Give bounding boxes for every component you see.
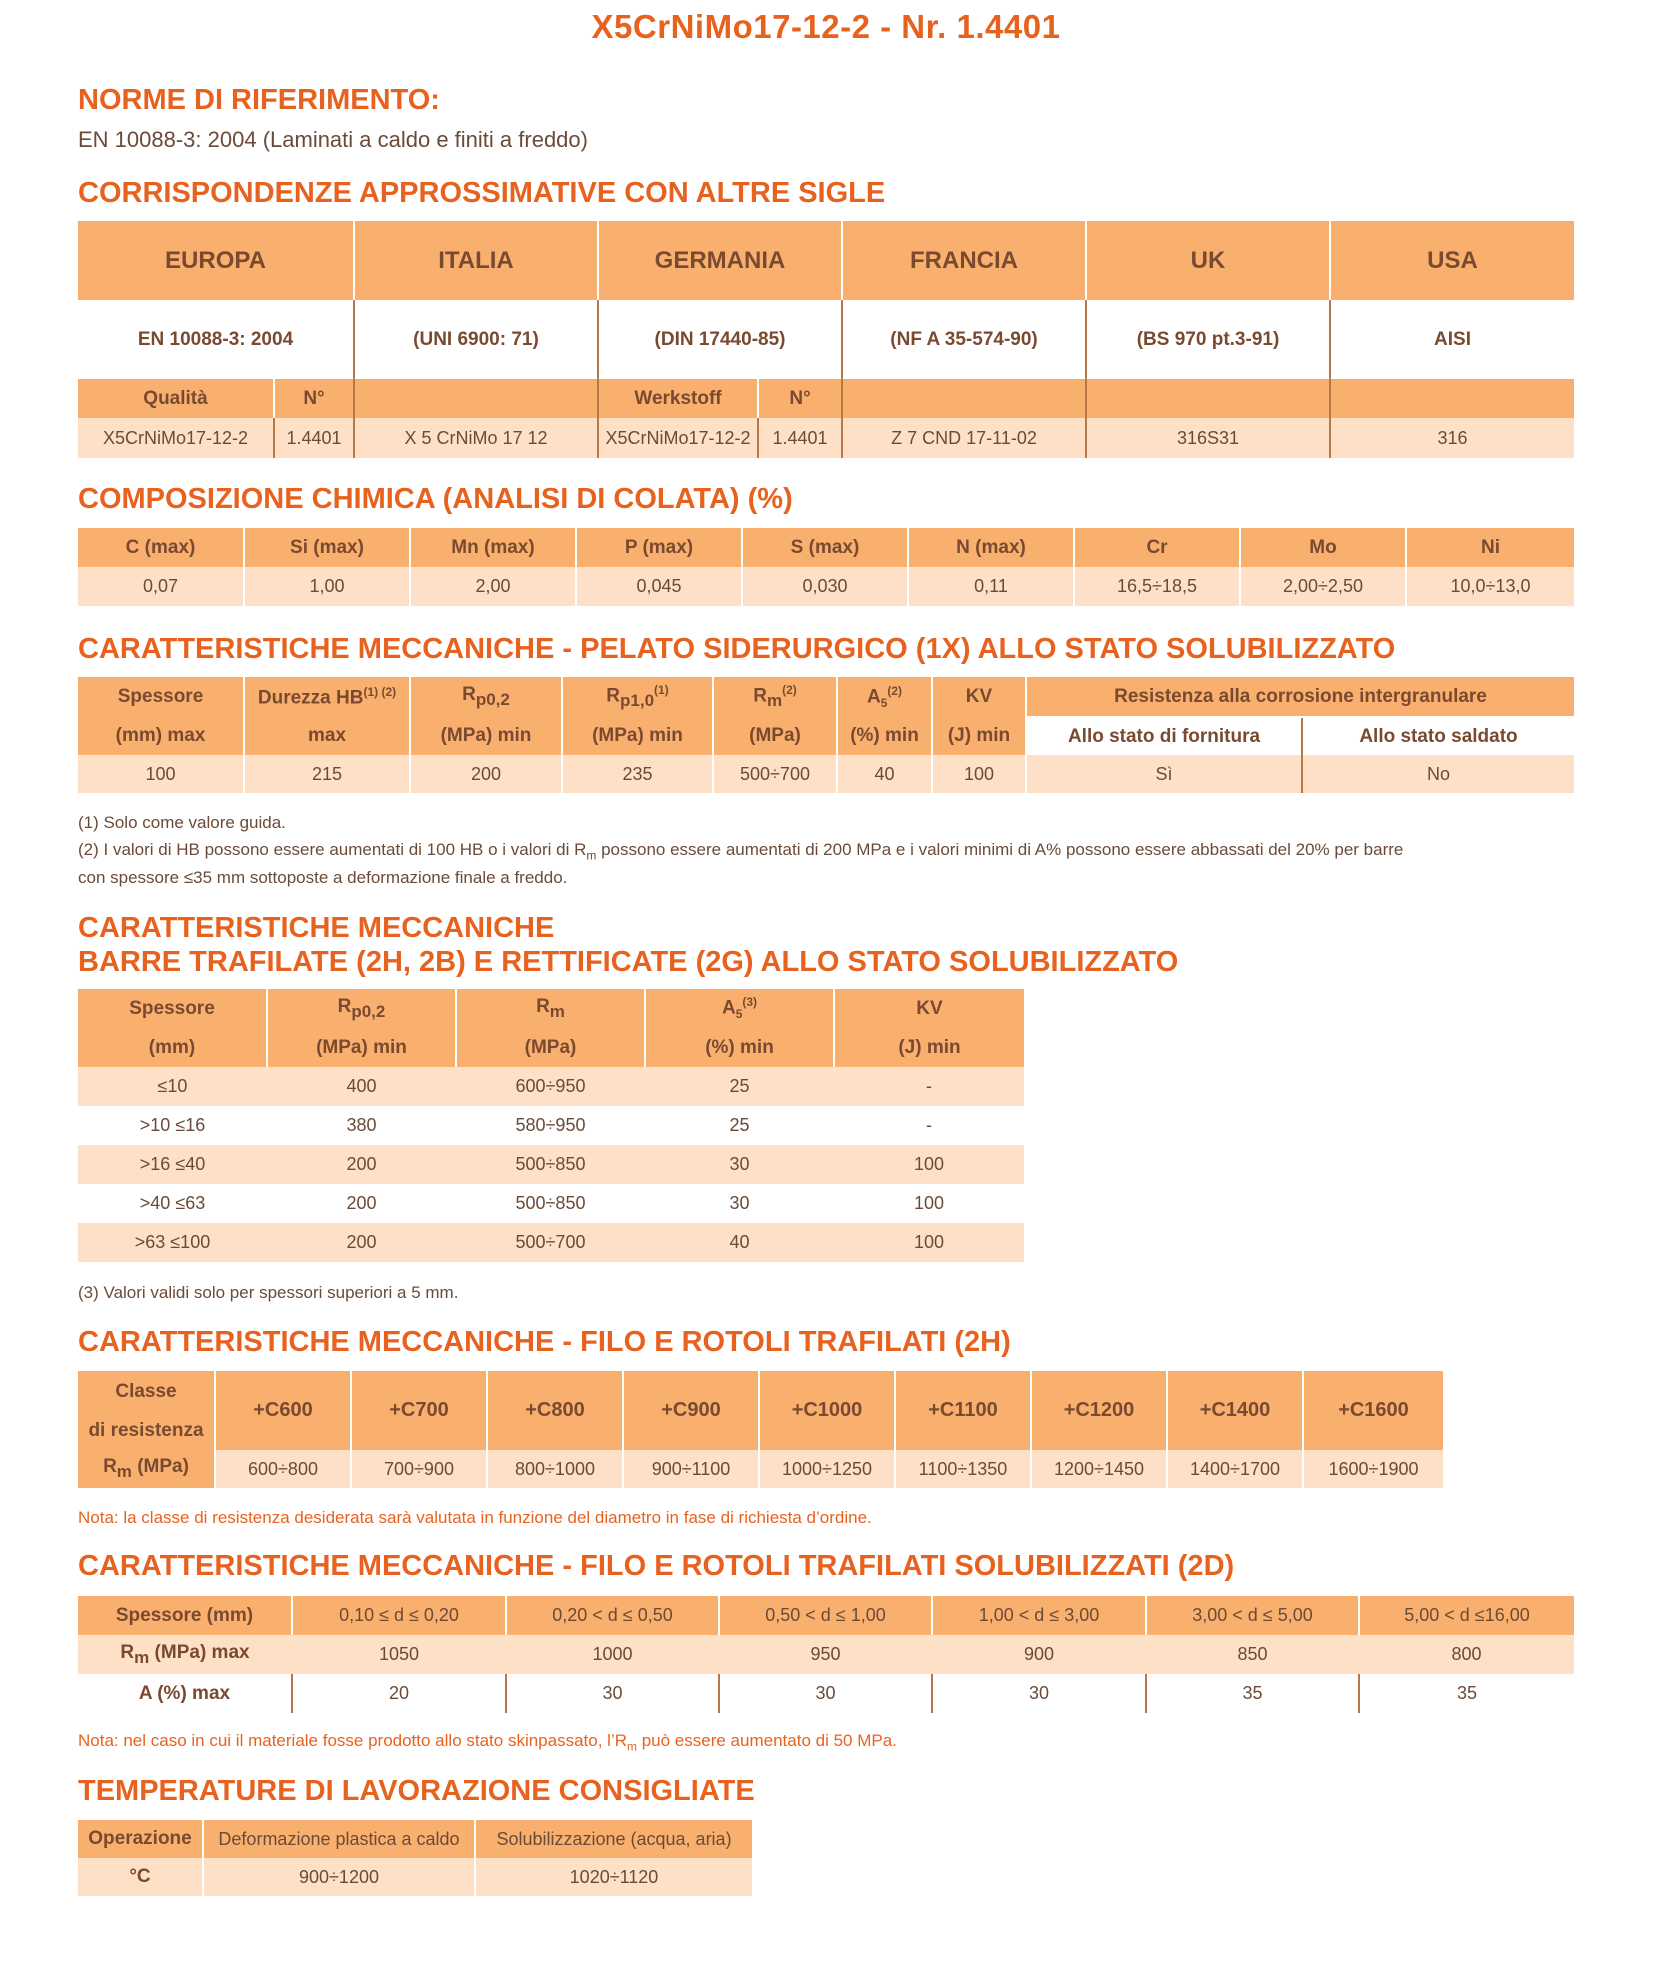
mecc1-spessore-header: Spessore <box>78 677 244 717</box>
mecc3-rm-label <box>78 1450 215 1488</box>
mecc2-r3-kv: 100 <box>834 1145 1024 1184</box>
mecc3-class-c1200: +C1200 <box>1031 1371 1167 1450</box>
mecc2-heading-2: BARRE TRAFILATE (2H, 2B) E RETTIFICATE (2G) ALLO STATO SOLUBILIZZATO <box>78 946 1179 978</box>
mecc1-a5-unit: (%) min <box>837 717 932 755</box>
value-uk: 316S31 <box>1086 418 1330 458</box>
comp-header-mo: Mo <box>1240 528 1406 567</box>
mecc2-table <box>78 989 1024 1262</box>
rm-symbol: R <box>753 685 767 707</box>
a5-symbol: A <box>866 686 881 708</box>
a5-subscript: 5 <box>880 696 888 711</box>
mecc1-table <box>78 677 1574 793</box>
mecc1-note-2-sub: m <box>586 848 597 863</box>
mecc2-r4-a5: 30 <box>729 1193 750 1213</box>
mecc3-value-row <box>78 1450 1443 1488</box>
mecc4-spessore-5: 3,00 < d ≤ 5,00 <box>1146 1596 1359 1635</box>
mecc2-r2-rp02: 380 <box>346 1115 377 1135</box>
mecc1-note-2c: con spessore ≤35 mm sottoposte a deformazione finale a freddo. <box>78 868 568 887</box>
mecc2-header-row-2 <box>78 1028 1024 1067</box>
table-row <box>78 1106 1024 1145</box>
mecc2-rp02-symbol: R <box>337 995 352 1017</box>
mecc3-value-c700: 700÷900 <box>351 1450 487 1488</box>
value-n-europa: 1.4401 <box>274 418 354 458</box>
comp-value-p: 0,045 <box>576 567 742 606</box>
rm-footnote-ref: (2) <box>782 682 797 697</box>
mecc2-r4-kv: 100 <box>913 1193 945 1213</box>
mecc1-value-rp10: 235 <box>562 755 713 793</box>
mecc2-r1-rp02: 400 <box>267 1067 456 1106</box>
label-werkstoff: Werkstoff <box>598 379 758 418</box>
value-usa: 316 <box>1330 418 1574 458</box>
mecc4-spessore-4: 1,00 < d ≤ 3,00 <box>932 1596 1146 1635</box>
rp10-symbol: R <box>606 685 621 707</box>
country-germania: GERMANIA <box>598 221 842 300</box>
mecc4-a-4: 30 <box>932 1674 1146 1713</box>
table-row <box>78 1145 1024 1184</box>
mecc1-heading: CARATTERISTICHE MECCANICHE - PELATO SIDERURGICO (1X) ALLO STATO SOLUBILIZZATO <box>78 633 1396 665</box>
comp-header-c: C (max) <box>78 528 244 567</box>
mecc1-value-spessore: 100 <box>78 755 244 793</box>
temperature-header-row <box>78 1820 752 1858</box>
comp-value-s: 0,030 <box>742 567 908 606</box>
value-n-germania: 1.4401 <box>758 418 842 458</box>
mecc1-header-row-1 <box>78 677 1574 717</box>
mecc2-kv-header: KV <box>834 989 1024 1028</box>
mecc2-r1-a5: 25 <box>645 1067 834 1106</box>
mecc4-spessore-1: 0,10 ≤ d ≤ 0,20 <box>292 1596 506 1635</box>
mecc2-r4-rm: 500÷850 <box>515 1193 586 1213</box>
mecc2-rm-header <box>456 989 645 1028</box>
temp-header-deformazione: Deformazione plastica a caldo <box>203 1820 475 1858</box>
comp-value-ni: 10,0÷13,0 <box>1406 567 1574 606</box>
mecc3-heading: CARATTERISTICHE MECCANICHE - FILO E ROTOLI TRAFILATI (2H) <box>78 1326 1011 1358</box>
rp02-symbol: R <box>462 684 476 706</box>
mecc3-value-c600: 600÷800 <box>215 1450 351 1488</box>
comp-value-mo: 2,00÷2,50 <box>1240 567 1406 606</box>
comp-header-mn: Mn (max) <box>410 528 576 567</box>
mecc4-a-6: 35 <box>1456 1683 1478 1703</box>
mecc2-header-row-1 <box>78 989 1024 1028</box>
mecc1-value-row <box>78 755 1574 793</box>
mecc3-class-c1000: +C1000 <box>759 1371 895 1450</box>
mecc3-class-c1600: +C1600 <box>1303 1371 1443 1450</box>
mecc2-a5-unit: (%) min <box>645 1028 834 1067</box>
mecc1-rp10-unit: (MPa) min <box>562 717 713 755</box>
label-n-europa: N° <box>274 379 354 418</box>
rp10-footnote-ref: (1) <box>654 682 669 697</box>
mecc2-r2-kv: - <box>926 1115 932 1135</box>
mecc3-rm-unit: (MPa) <box>131 1456 189 1478</box>
temp-value-deformazione: 900÷1200 <box>203 1858 475 1896</box>
mecc1-durezza-header <box>244 677 410 717</box>
standard-italia: (UNI 6900: 71) <box>354 300 598 379</box>
mecc1-resistenza-header: Resistenza alla corrosione intergranulare <box>1026 677 1574 717</box>
mecc2-a5-symbol: A <box>721 997 736 1019</box>
mecc2-spessore-header: Spessore <box>78 989 267 1028</box>
mecc4-note <box>78 1727 1574 1760</box>
mecc4-rm-4: 900 <box>932 1635 1146 1674</box>
mecc3-value-c1100: 1100÷1350 <box>895 1450 1031 1488</box>
standard-francia: (NF A 35-574-90) <box>842 300 1086 379</box>
value-row <box>78 418 1574 458</box>
temp-value-solubilizzazione: 1020÷1120 <box>475 1858 752 1896</box>
label-empty-italia <box>354 379 598 418</box>
temperature-heading: TEMPERATURE DI LAVORAZIONE CONSIGLIATE <box>78 1775 755 1807</box>
temp-unit: °C <box>78 1858 203 1896</box>
norme-text: EN 10088-3: 2004 (Laminati a caldo e finiti a freddo) <box>78 127 588 152</box>
mecc2-rm-subscript: m <box>549 1001 565 1021</box>
mecc4-table <box>78 1596 1574 1713</box>
mecc2-r5-a5: 40 <box>645 1223 834 1262</box>
mecc3-rm-subscript: m <box>116 1461 132 1481</box>
mecc2-a5-footnote-ref: (3) <box>742 995 758 1010</box>
mecc3-class-label-1: Classe <box>115 1380 177 1402</box>
mecc3-class-c700: +C700 <box>351 1371 487 1450</box>
mecc3-value-c1200: 1200÷1450 <box>1031 1450 1167 1488</box>
label-empty-uk <box>1086 379 1330 418</box>
mecc1-rp02-unit: (MPa) min <box>410 717 562 755</box>
country-italia: ITALIA <box>354 221 598 300</box>
sub-header-row <box>78 379 1574 418</box>
mecc4-rm-unit: (MPa) max <box>149 1641 250 1663</box>
mecc2-r5-kv: 100 <box>834 1223 1024 1262</box>
country-europa: EUROPA <box>78 221 354 300</box>
composizione-value-row <box>78 567 1574 606</box>
mecc4-rm-row <box>78 1635 1574 1674</box>
value-italia: X 5 CrNiMo 17 12 <box>354 418 598 458</box>
mecc2-r3-rp02: 200 <box>267 1145 456 1184</box>
standard-row <box>78 300 1574 379</box>
mecc4-a-3: 30 <box>719 1674 932 1713</box>
mecc3-class-c1100: +C1100 <box>895 1371 1031 1450</box>
mecc4-spessore-6: 5,00 < d ≤16,00 <box>1359 1596 1574 1635</box>
mecc2-kv-unit: (J) min <box>834 1028 1024 1067</box>
label-n-germania: N° <box>758 379 842 418</box>
table-row <box>78 1223 1024 1262</box>
mecc2-r1-rm: 600÷950 <box>456 1067 645 1106</box>
mecc2-r5-rm: 500÷700 <box>456 1223 645 1262</box>
label-empty-francia <box>842 379 1086 418</box>
durezza-footnote-ref: (1) (2) <box>363 684 397 699</box>
mecc2-heading-1: CARATTERISTICHE MECCANICHE <box>78 912 555 944</box>
mecc3-note: Nota: la classe di resistenza desiderata sarà valutata in funzione del diametro in fase di richiesta d’ordine. <box>78 1508 872 1527</box>
mecc2-r4-rp02: 200 <box>346 1193 377 1213</box>
mecc1-a5-header <box>837 677 932 717</box>
composizione-heading: COMPOSIZIONE CHIMICA (ANALISI DI COLATA) (%) <box>78 483 793 515</box>
country-uk: UK <box>1086 221 1330 300</box>
mecc1-value-fornitura: Sì <box>1026 755 1302 793</box>
mecc1-saldato-header: Allo stato saldato <box>1302 717 1574 755</box>
mecc1-note-2b: possono essere aumentati di 200 MPa e i valori minimi di A% possono essere abbassati del 20% per barre <box>596 840 1404 859</box>
table-row <box>78 1184 1024 1223</box>
mecc4-spessore-3: 0,50 < d ≤ 1,00 <box>719 1596 932 1635</box>
mecc4-rm-label <box>78 1635 292 1674</box>
mecc1-rp02-header <box>410 677 562 717</box>
mecc1-note-1: (1) Solo come valore guida. <box>78 813 286 832</box>
value-qualita: X5CrNiMo17-12-2 <box>78 418 274 458</box>
mecc4-spessore-label: Spessore (mm) <box>78 1596 292 1635</box>
country-francia: FRANCIA <box>842 221 1086 300</box>
mecc2-spessore-unit: (mm) <box>78 1028 267 1067</box>
temp-header-operazione: Operazione <box>78 1820 203 1858</box>
country-usa: USA <box>1330 221 1574 300</box>
mecc3-value-c1000: 1000÷1250 <box>759 1450 895 1488</box>
comp-header-s: S (max) <box>742 528 908 567</box>
value-werkstoff: X5CrNiMo17-12-2 <box>598 418 758 458</box>
mecc2-r3-rm: 500÷850 <box>456 1145 645 1184</box>
mecc3-class-c800: +C800 <box>487 1371 623 1450</box>
mecc1-durezza-unit: max <box>244 717 410 755</box>
table-row <box>78 1067 1024 1106</box>
mecc3-value-c900: 900÷1100 <box>623 1450 759 1488</box>
value-francia: Z 7 CND 17-11-02 <box>842 418 1086 458</box>
mecc2-rp02-header <box>267 989 456 1028</box>
mecc2-a5-subscript: 5 <box>735 1007 743 1022</box>
mecc1-value-a5: 40 <box>837 755 932 793</box>
mecc3-value-c1600: 1600÷1900 <box>1303 1450 1443 1488</box>
mecc2-rm-unit: (MPa) <box>456 1028 645 1067</box>
mecc3-table <box>78 1371 1443 1488</box>
mecc1-value-saldato: No <box>1302 755 1574 793</box>
mecc4-rm-2: 1000 <box>506 1635 719 1674</box>
mecc4-note-sub: m <box>627 1739 637 1754</box>
mecc2-a5-header <box>645 989 834 1028</box>
mecc1-note-2a: (2) I valori di HB possono essere aumentati di 100 HB o i valori di R <box>78 840 587 859</box>
page-title: X5CrNiMo17-12-2 - Nr. 1.4401 <box>591 8 1061 45</box>
mecc2-r1-spessore: ≤10 <box>78 1067 267 1106</box>
mecc1-header-row-2 <box>78 717 1574 755</box>
mecc1-value-rm: 500÷700 <box>713 755 837 793</box>
mecc4-spessore-row <box>78 1596 1574 1635</box>
standard-uk: (BS 970 pt.3-91) <box>1086 300 1330 379</box>
label-empty-usa <box>1330 379 1574 418</box>
mecc4-rm-3: 950 <box>719 1635 932 1674</box>
mecc4-a-label: A (%) max <box>78 1674 292 1713</box>
mecc2-r2-spessore: >10 ≤16 <box>139 1115 206 1135</box>
comp-value-c: 0,07 <box>78 567 244 606</box>
mecc4-a-2: 30 <box>506 1674 719 1713</box>
mecc2-r3-a5: 30 <box>645 1145 834 1184</box>
mecc4-rm-symbol: R <box>120 1641 135 1663</box>
comp-value-si: 1,00 <box>244 567 410 606</box>
mecc2-rp02-unit: (MPa) min <box>267 1028 456 1067</box>
comp-header-si: Si (max) <box>244 528 410 567</box>
mecc2-note: (3) Valori validi solo per spessori superiori a 5 mm. <box>78 1283 459 1302</box>
mecc2-r5-rp02: 200 <box>267 1223 456 1262</box>
norme-heading: NORME DI RIFERIMENTO: <box>78 84 440 116</box>
mecc2-rp02-subscript: p0,2 <box>351 1001 386 1021</box>
mecc1-value-rp02: 200 <box>410 755 562 793</box>
rm-subscript: m <box>766 691 783 711</box>
mecc1-rp10-header <box>562 677 713 717</box>
mecc1-kv-unit: (J) min <box>932 717 1026 755</box>
mecc2-r2-rm: 580÷950 <box>515 1115 586 1135</box>
mecc3-value-c800: 800÷1000 <box>487 1450 623 1488</box>
corrispondenze-heading: CORRISPONDENZE APPROSSIMATIVE CON ALTRE SIGLE <box>78 177 886 209</box>
mecc2-r4-spessore: >40 ≤63 <box>139 1193 206 1213</box>
comp-value-n: 0,11 <box>908 567 1074 606</box>
mecc3-class-c1400: +C1400 <box>1167 1371 1303 1450</box>
standard-germania: (DIN 17440-85) <box>598 300 842 379</box>
mecc4-note-b: può essere aumentato di 50 MPa. <box>637 1731 897 1750</box>
durezza-label: Durezza HB <box>257 687 364 709</box>
comp-header-cr: Cr <box>1074 528 1240 567</box>
temperature-value-row <box>78 1858 752 1896</box>
comp-value-cr: 16,5÷18,5 <box>1074 567 1240 606</box>
standard-usa: AISI <box>1434 328 1471 350</box>
mecc4-a-1: 20 <box>292 1674 506 1713</box>
mecc4-note-a: Nota: nel caso in cui il materiale fosse prodotto allo stato skinpassato, l’R <box>78 1731 627 1750</box>
mecc1-value-durezza: 215 <box>244 755 410 793</box>
mecc2-r3-spessore: >16 ≤40 <box>78 1145 267 1184</box>
mecc3-class-label-2: di resistenza <box>88 1419 204 1441</box>
mecc4-rm-subscript: m <box>134 1647 150 1667</box>
comp-header-ni: Ni <box>1406 528 1574 567</box>
mecc3-class-c600: +C600 <box>215 1371 351 1450</box>
mecc2-r5-spessore: >63 ≤100 <box>78 1223 267 1262</box>
mecc3-class-row <box>78 1371 1443 1450</box>
composizione-table <box>78 528 1574 606</box>
mecc2-r1-kv: - <box>834 1067 1024 1106</box>
mecc1-value-kv: 100 <box>932 755 1026 793</box>
mecc2-r2-a5: 25 <box>729 1115 750 1135</box>
mecc1-spessore-unit: (mm) max <box>78 717 244 755</box>
comp-value-mn: 2,00 <box>410 567 576 606</box>
mecc3-rm-symbol: R <box>103 1456 117 1478</box>
standard-europa: EN 10088-3: 2004 <box>78 300 354 379</box>
composizione-header-row <box>78 528 1574 567</box>
mecc2-rm-symbol: R <box>536 995 550 1017</box>
corrispondenze-table <box>78 221 1574 458</box>
country-row <box>78 221 1574 300</box>
mecc1-kv-header: KV <box>932 677 1026 717</box>
mecc4-heading: CARATTERISTICHE MECCANICHE - FILO E ROTOLI TRAFILATI SOLUBILIZZATI (2D) <box>78 1550 1235 1582</box>
mecc1-rm-header <box>713 677 837 717</box>
temp-header-solubilizzazione: Solubilizzazione (acqua, aria) <box>475 1820 752 1858</box>
mecc4-rm-1: 1050 <box>292 1635 506 1674</box>
a5-footnote-ref: (2) <box>887 683 903 698</box>
mecc4-spessore-2: 0,20 < d ≤ 0,50 <box>506 1596 719 1635</box>
mecc4-a-row <box>78 1674 1574 1713</box>
mecc1-rm-unit: (MPa) <box>713 717 837 755</box>
mecc4-a-5: 35 <box>1146 1674 1359 1713</box>
label-qualita: Qualità <box>78 379 274 418</box>
temperature-table <box>78 1820 752 1896</box>
mecc3-class-label <box>78 1371 215 1450</box>
rp10-subscript: p1,0 <box>620 691 655 711</box>
mecc4-rm-6: 800 <box>1359 1635 1574 1674</box>
comp-header-p: P (max) <box>576 528 742 567</box>
mecc3-value-c1400: 1400÷1700 <box>1167 1450 1303 1488</box>
mecc3-class-c900: +C900 <box>623 1371 759 1450</box>
comp-header-n: N (max) <box>908 528 1074 567</box>
mecc4-rm-5: 850 <box>1146 1635 1359 1674</box>
rp02-subscript: p0,2 <box>475 689 510 709</box>
mecc1-fornitura-header: Allo stato di fornitura <box>1026 717 1302 755</box>
